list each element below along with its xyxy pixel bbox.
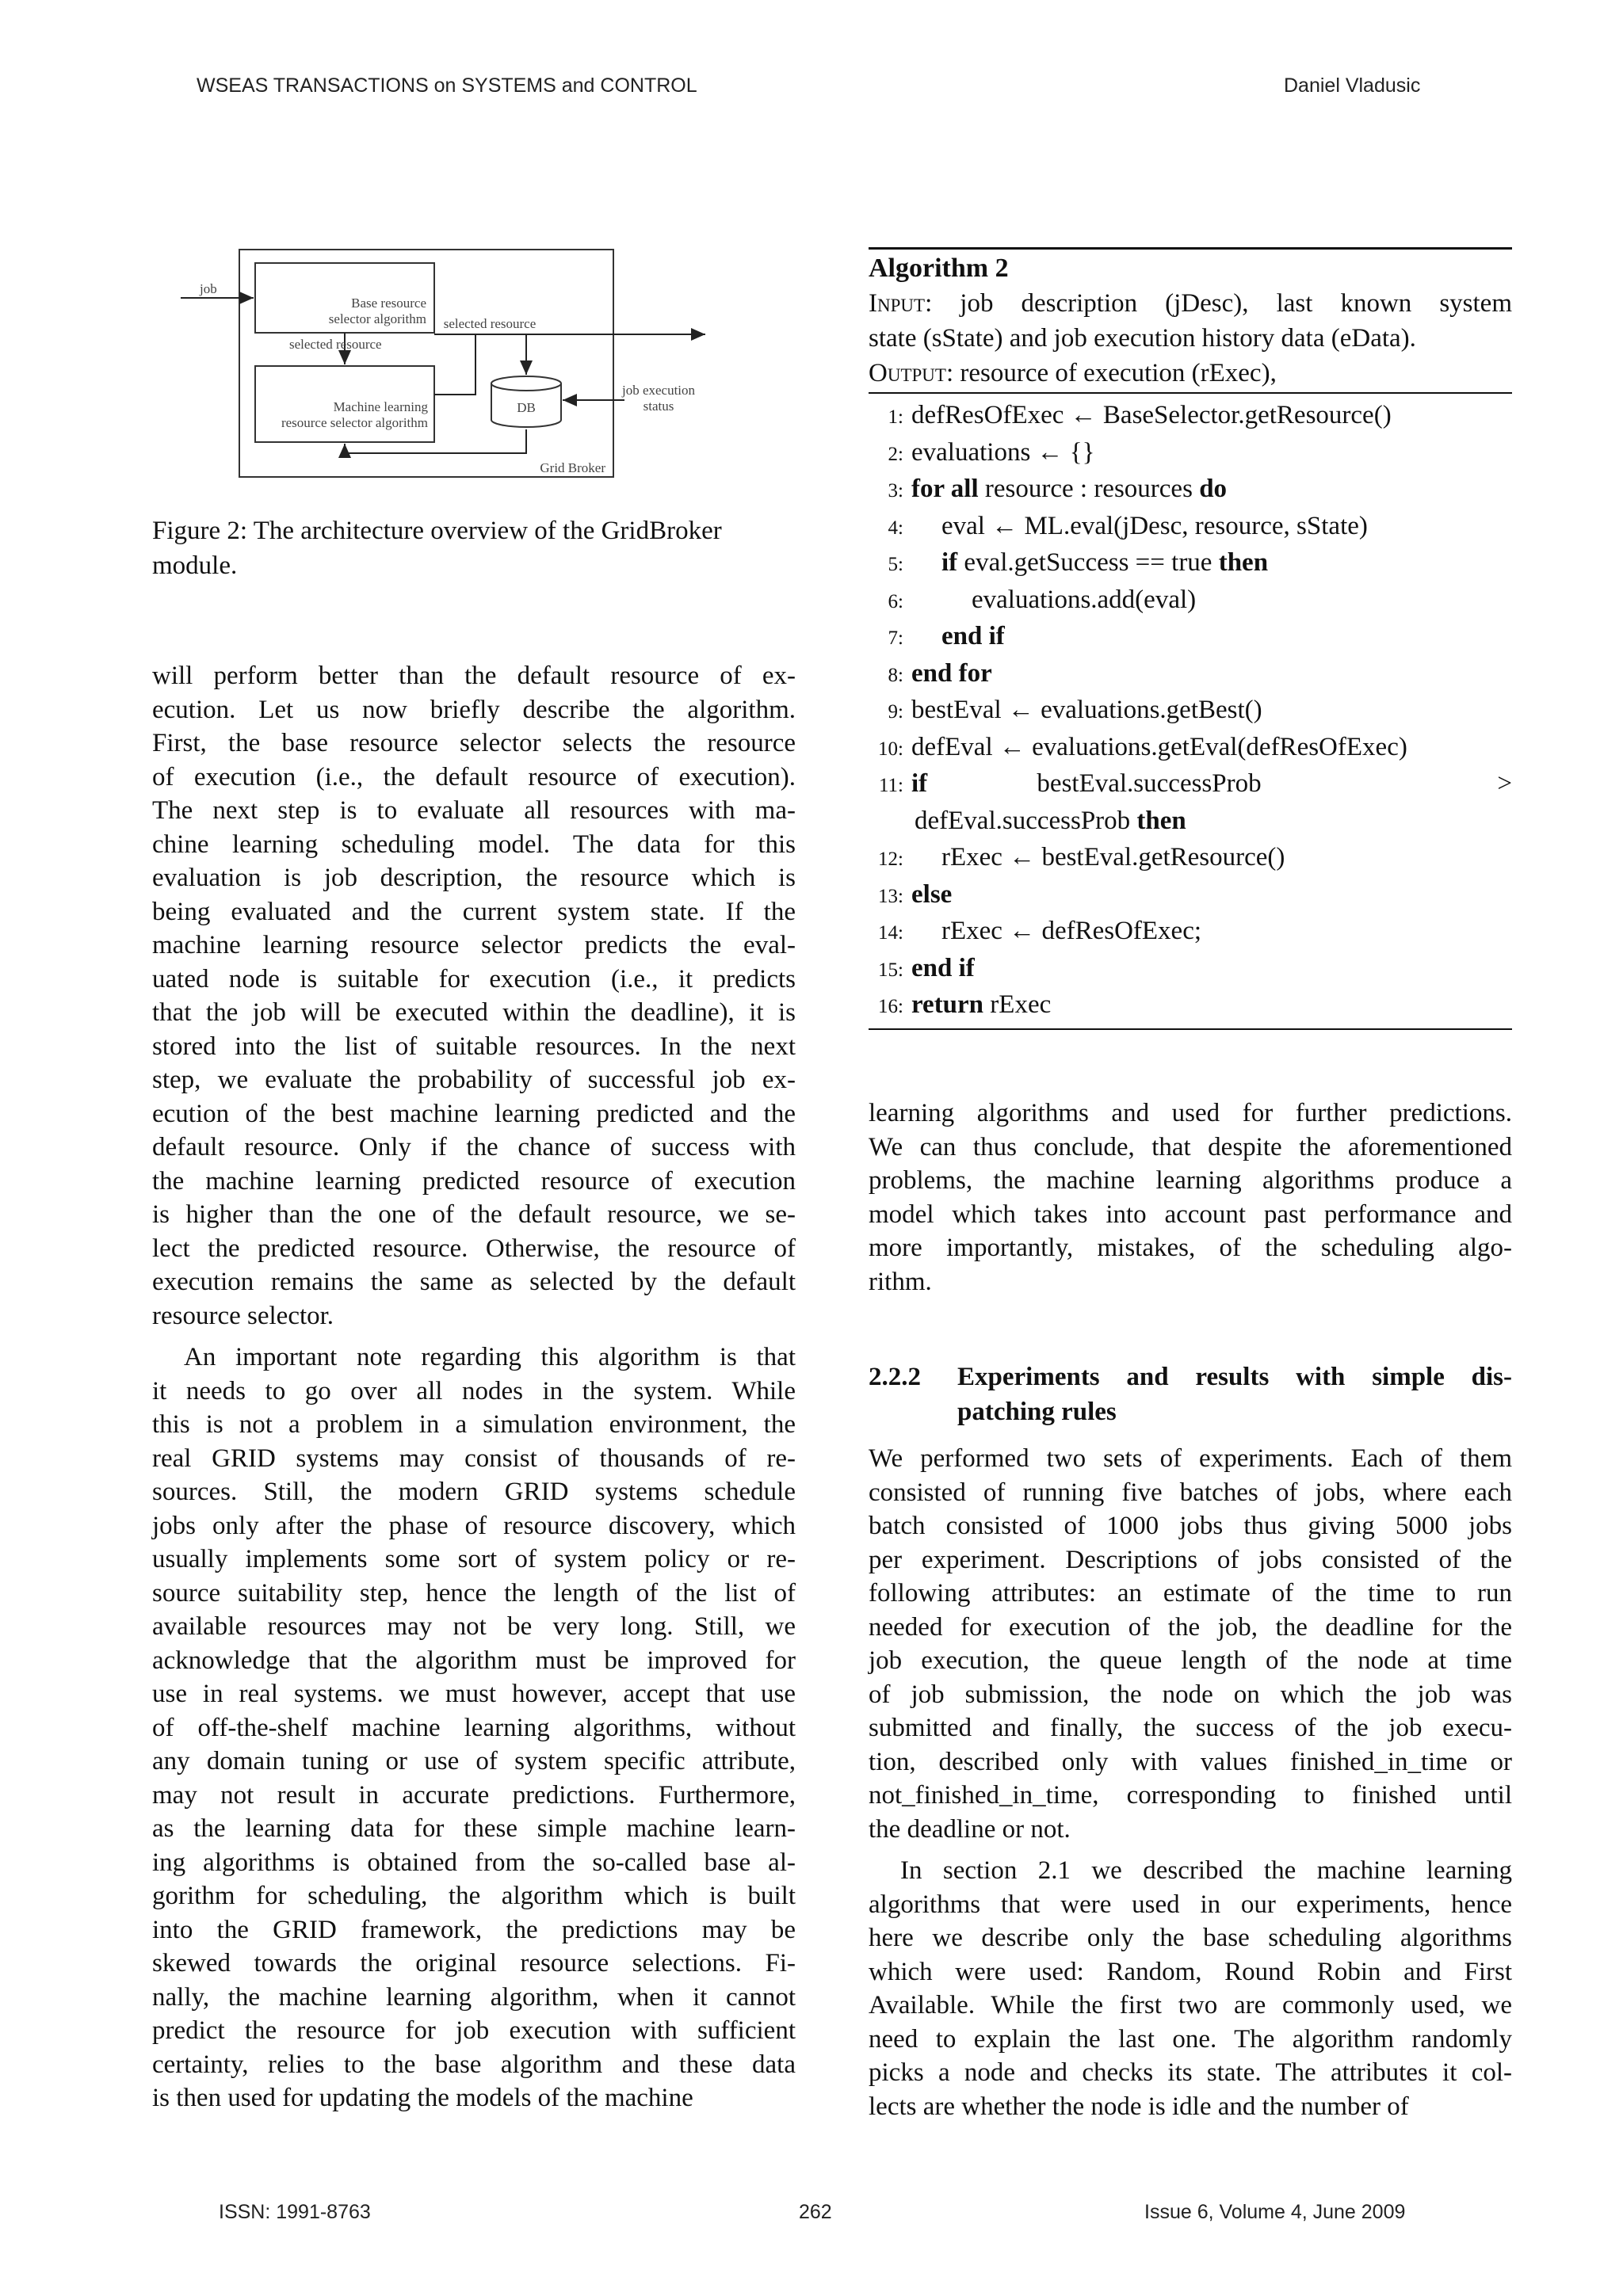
algorithm-title: Algorithm 2 xyxy=(869,254,1009,283)
text-line: of job submission, the node on which the job was xyxy=(869,1680,1512,1709)
algorithm-line xyxy=(869,397,1512,434)
statement: eval ← ML.eval(jDesc, resource, sState) xyxy=(941,511,1368,540)
statement: rExec ← defResOfExec; xyxy=(941,917,1202,945)
footer-page-number: 262 xyxy=(799,2201,832,2223)
algorithm-line xyxy=(869,986,1512,1024)
text-line: it needs to go over all nodes in the system. While xyxy=(152,1376,796,1405)
text-line: algorithms that were used in our experiments, hence xyxy=(869,1890,1512,1919)
text-line: any domain tuning or use of system specific attribute, xyxy=(152,1747,796,1775)
algorithm-line xyxy=(869,434,1512,471)
text-line: acknowledge that the algorithm must be improved for xyxy=(152,1646,796,1675)
text-line: An important note regarding this algorithm is that xyxy=(184,1343,796,1371)
keyword: do xyxy=(1199,475,1228,503)
section-title-1: Experiments and results with simple dis- xyxy=(957,1363,1512,1391)
line-number: 4: xyxy=(888,517,903,539)
keyword: then xyxy=(1218,548,1269,577)
text-line: We can thus conclude, that despite the aforementioned xyxy=(869,1132,1512,1161)
text-line: In section 2.1 we described the machine learning xyxy=(900,1856,1512,1885)
algorithm-line xyxy=(869,544,1512,582)
line-number: 5: xyxy=(888,554,903,575)
keyword: for all xyxy=(911,475,979,503)
text-line: default resource. Only if the chance of success with xyxy=(152,1133,796,1161)
left-paragraph-1 xyxy=(152,659,796,1333)
input-text-2: state (sState) and job execution history data (eData). xyxy=(869,324,1416,353)
line-number: 13: xyxy=(878,885,903,907)
figure-caption-line: Figure 2: The architecture overview of the GridBroker xyxy=(152,517,722,545)
text-line: into the GRID framework, the predictions may be xyxy=(152,1915,796,1944)
figure-caption xyxy=(152,513,796,583)
base-selector-label-1: Base resource xyxy=(351,296,426,311)
text-line: ecution of the best machine learning predicted and the xyxy=(152,1099,796,1128)
text-line: uated node is suitable for execution (i.e., it predicts xyxy=(152,964,796,994)
text-line: First, the base resource selector selects the resource xyxy=(152,729,796,757)
running-header-author: Daniel Vladusic xyxy=(1284,74,1421,97)
algorithm-2: Algorithm 2 Input: job description (jDesc), last known system state (sState) and job execution history data (eData). Output: resource of execution (rExec), 1: defResOfExec ← BaseSelector.getResource() 2: evaluations ← {} 3: for all resource : resources do 4: eval ← ML.eval(jDesc, resource, sState) 5: if eval.getSuccess == true then 6: evaluations.add(eval) 7: end if 8: end for 9: bestEval ← evaluations.getBest() 10: defEval ← evaluations.getEval(defResOfExec) 11: > if bestEval.successProb defEval.successProb then 12: rExec ← bestEval.getResource() 13: else 14: rExec ← defResOfExec; 15: end if 16: return rExec xyxy=(869,247,1512,1030)
text-line: picks a node and checks its state. The attributes it col- xyxy=(869,2058,1512,2087)
algorithm-line xyxy=(869,729,1512,766)
text-line: is higher than the one of the default resource, we se- xyxy=(152,1200,796,1229)
text-line: skewed towards the original resource selections. Fi- xyxy=(152,1949,796,1978)
text-line: rithm. xyxy=(869,1267,932,1296)
statement: rExec xyxy=(990,990,1052,1019)
algorithm-line xyxy=(869,471,1512,508)
algorithm-line xyxy=(869,913,1512,950)
text-line: lect the predicted resource. Otherwise, the resource of xyxy=(152,1234,796,1263)
text-line: problems, the machine learning algorithms produce a xyxy=(869,1166,1512,1195)
statement: defResOfExec ← BaseSelector.getResource() xyxy=(911,401,1392,429)
statement: rExec ← bestEval.getResource() xyxy=(941,843,1285,871)
statement: defEval.successProb xyxy=(915,806,1131,835)
keyword: else xyxy=(911,879,953,909)
text-line: tion, described only with values finished_in_time or xyxy=(869,1747,1512,1776)
text-line: this is not a problem in a simulation environment, the xyxy=(152,1410,796,1439)
line-number: 9: xyxy=(888,701,903,723)
text-line: The next step is to evaluate all resources with ma- xyxy=(152,796,796,825)
text-line: may not result in accurate predictions. Furthermore, xyxy=(152,1780,796,1810)
line-number: 16: xyxy=(878,996,903,1017)
text-line: available resources may not be very long. Still, we xyxy=(152,1612,796,1641)
algorithm-lines xyxy=(869,397,1512,1024)
statement: bestEval ← evaluations.getBest() xyxy=(911,696,1262,724)
line-number: 15: xyxy=(878,959,903,981)
section-number: 2.2.2 xyxy=(869,1363,921,1391)
text-line: lects are whether the node is idle and the number of xyxy=(869,2092,1409,2121)
line-number: 12: xyxy=(878,849,903,870)
section-title-2: patching rules xyxy=(957,1398,1117,1426)
text-line: Available. While the first two are commonly used, we xyxy=(869,1991,1512,2019)
algorithm-line xyxy=(869,950,1512,987)
job-exec-status-label-1: job execution xyxy=(621,383,696,398)
text-line: here we describe only the base scheduling algorithms xyxy=(869,1924,1512,1952)
line-number: 6: xyxy=(888,590,903,612)
job-exec-status-label-2: status xyxy=(643,399,674,414)
line-number: 10: xyxy=(878,738,903,760)
keyword: if xyxy=(911,769,928,798)
text-line: consisted of running five batches of jobs, where each xyxy=(869,1478,1512,1507)
section-heading xyxy=(869,1360,1512,1429)
footer-issn: ISSN: 1991-8763 xyxy=(219,2201,371,2223)
statement: bestEval.successProb xyxy=(1037,769,1262,798)
keyword: end if xyxy=(941,622,1005,650)
ml-selector-label-2: resource selector algorithm xyxy=(281,415,428,430)
algorithm-line xyxy=(869,655,1512,692)
text-line: usually implements some sort of system policy or re- xyxy=(152,1545,796,1573)
input-text-1: job description (jDesc), last known system xyxy=(960,289,1512,318)
text-line: real GRID systems may consist of thousands of re- xyxy=(152,1444,796,1473)
text-line: more importantly, mistakes, of the scheduling algo- xyxy=(869,1234,1512,1262)
right-column-para2 xyxy=(869,1442,1512,2123)
text-line: the deadline or not. xyxy=(869,1814,1071,1844)
input-label: Input xyxy=(869,289,926,318)
text-line: step, we evaluate the probability of successful job ex- xyxy=(152,1066,796,1094)
text-line: as the learning data for these simple machine learn- xyxy=(152,1814,796,1843)
footer-issue: Issue 6, Volume 4, June 2009 xyxy=(1144,2201,1406,2223)
left-paragraph-2 xyxy=(152,1341,796,2115)
text-line: gorithm for scheduling, the algorithm which is built xyxy=(152,1882,796,1910)
right-column-para1 xyxy=(869,1097,1512,1299)
algorithm-line xyxy=(869,692,1512,729)
statement: evaluations ← {} xyxy=(911,437,1095,467)
line-number: 2: xyxy=(888,443,903,465)
algorithm-line xyxy=(869,876,1512,913)
statement: evaluations.add(eval) xyxy=(972,585,1197,614)
text-line: is then used for updating the models of the machine xyxy=(152,2084,693,2112)
text-line: predict the resource for job execution with sufficient xyxy=(152,2016,796,2045)
line-number: 8: xyxy=(888,664,903,686)
text-line: batch consisted of 1000 jobs thus giving 5000 jobs xyxy=(869,1512,1512,1540)
text-line: need to explain the last one. The algorithm randomly xyxy=(869,2024,1512,2054)
text-line: stored into the list of suitable resources. In the next xyxy=(152,1032,796,1061)
algorithm-line xyxy=(869,839,1512,876)
algorithm-line xyxy=(869,803,1512,840)
statement: resource : resources xyxy=(984,475,1193,503)
text-line: use in real systems. we must however, accept that use xyxy=(152,1680,796,1708)
db-label: DB xyxy=(517,400,536,415)
selected-resource-label-top: selected resource xyxy=(443,316,537,331)
ml-selector-label-1: Machine learning xyxy=(333,399,428,414)
algorithm-line xyxy=(869,582,1512,619)
text-line: ecution. Let us now briefly describe the algorithm. xyxy=(152,695,796,724)
text-line: the machine learning predicted resource of execution xyxy=(152,1166,796,1196)
keyword: if xyxy=(941,548,958,577)
figure-caption-line: module. xyxy=(152,551,238,580)
text-line: of off-the-shelf machine learning algorithms, without xyxy=(152,1713,796,1742)
text-line: per experiment. Descriptions of jobs consisted of the xyxy=(869,1545,1512,1574)
output-text: resource of execution (rExec), xyxy=(960,359,1277,387)
text-line: sources. Still, the modern GRID systems schedule xyxy=(152,1478,796,1506)
architecture-figure xyxy=(181,246,720,483)
text-line: which were used: Random, Round Robin and First xyxy=(869,1957,1512,1986)
selected-resource-label-left: selected resource xyxy=(289,337,382,352)
statement: defEval ← evaluations.getEval(defResOfExec) xyxy=(911,732,1407,761)
text-line: evaluation is job description, the resource which is xyxy=(152,864,796,892)
text-line: chine learning scheduling model. The data for this xyxy=(152,830,796,859)
text-line: that the job will be executed within the deadline), it is xyxy=(152,998,796,1027)
text-line: jobs only after the phase of resource discovery, which xyxy=(152,1511,796,1540)
gt-symbol: > xyxy=(1497,769,1512,798)
algorithm-line xyxy=(869,618,1512,655)
text-line: source suitability step, hence the length of the list of xyxy=(152,1578,796,1608)
line-number: 11: xyxy=(878,775,903,796)
keyword: end for xyxy=(911,658,992,688)
keyword: return xyxy=(911,990,984,1019)
text-line: being evaluated and the current system state. If the xyxy=(152,897,796,926)
grid-broker-label: Grid Broker xyxy=(540,460,605,475)
text-line: nally, the machine learning algorithm, when it cannot xyxy=(152,1982,796,2012)
text-line: resource selector. xyxy=(152,1301,334,1330)
text-line: certainty, relies to the base algorithm and these data xyxy=(152,2050,796,2079)
text-line: needed for execution of the job, the deadline for the xyxy=(869,1612,1512,1642)
algorithm-line xyxy=(869,508,1512,545)
statement: eval.getSuccess == true xyxy=(964,548,1212,577)
job-label: job xyxy=(200,281,217,296)
text-line: learning algorithms and used for further predictions. xyxy=(869,1099,1512,1127)
text-line: model which takes into account past performance and xyxy=(869,1199,1512,1229)
output-label: Output xyxy=(869,359,946,387)
line-number: 7: xyxy=(888,627,903,649)
algorithm-line xyxy=(869,765,1512,803)
base-selector-label-2: selector algorithm xyxy=(328,311,426,326)
line-number: 3: xyxy=(888,480,903,502)
line-number: 14: xyxy=(878,922,903,944)
text-line: job execution, the queue length of the node at time xyxy=(869,1646,1512,1675)
text-line: of execution (i.e., the default resource of execution). xyxy=(152,762,796,791)
text-line: not_finished_in_time, corresponding to finished until xyxy=(869,1781,1512,1810)
left-column xyxy=(152,659,796,2115)
keyword: then xyxy=(1136,806,1186,835)
text-line: execution remains the same as selected by the default xyxy=(152,1268,796,1296)
text-line: following attributes: an estimate of the time to run xyxy=(869,1579,1512,1608)
keyword: end if xyxy=(911,953,975,982)
text-line: submitted and finally, the success of the job execu- xyxy=(869,1714,1512,1742)
text-line: machine learning resource selector predicts the eval- xyxy=(152,931,796,959)
text-line: We performed two sets of experiments. Each of them xyxy=(869,1444,1512,1473)
text-line: ing algorithms is obtained from the so-called base al- xyxy=(152,1848,796,1877)
text-line: will perform better than the default resource of ex- xyxy=(152,662,796,690)
line-number: 1: xyxy=(888,406,903,428)
running-header-journal: WSEAS TRANSACTIONS on SYSTEMS and CONTROL xyxy=(197,74,697,97)
